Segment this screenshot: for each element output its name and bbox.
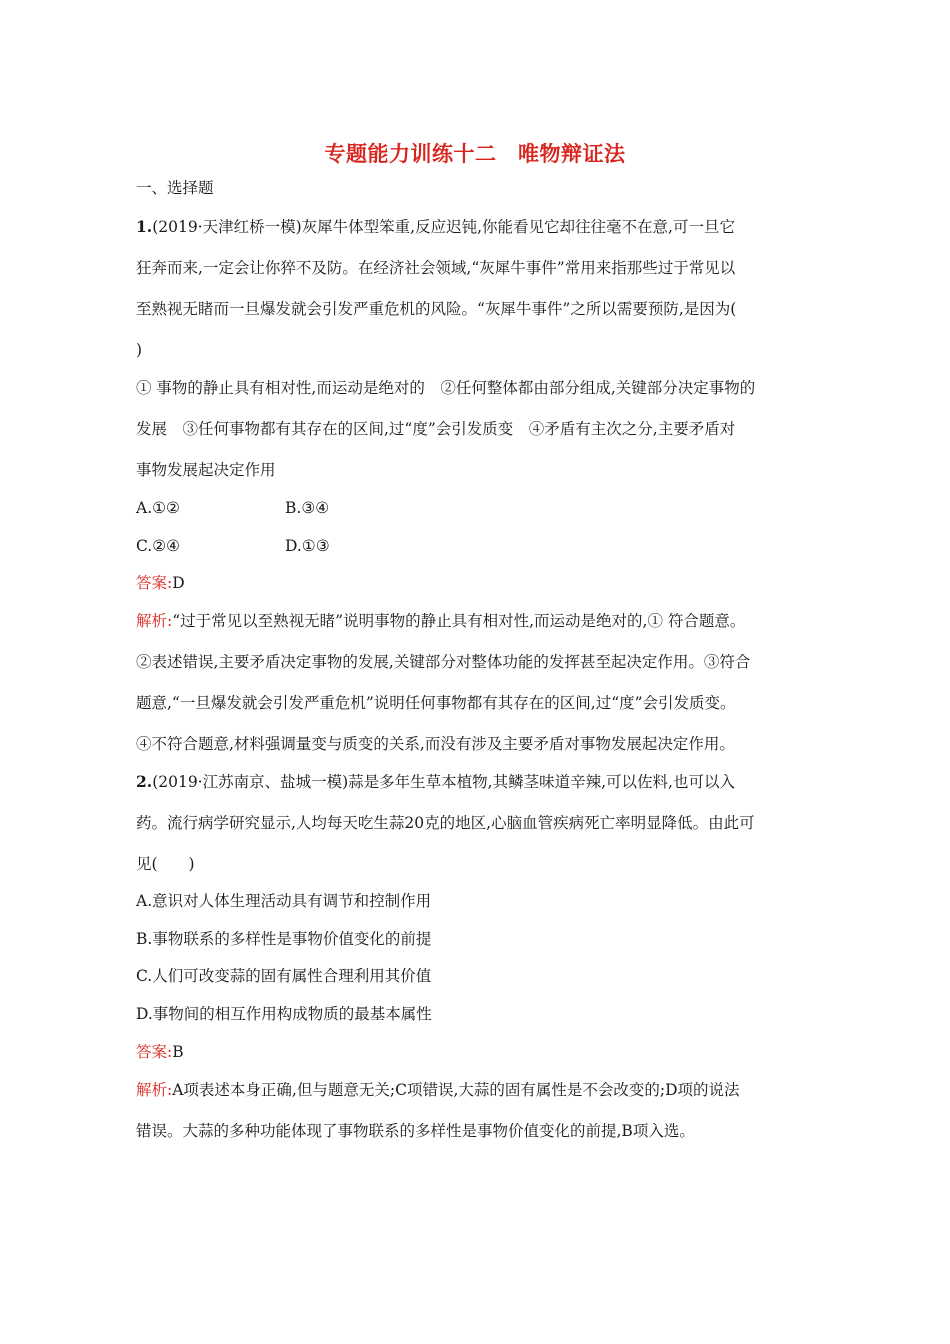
q2-option-c: C.人们可改变蒜的固有属性合理利用其价值 [136, 967, 432, 985]
section-heading: 一、选择题 [136, 179, 214, 197]
q1-statement-line-3: 事物发展起决定作用 [136, 461, 276, 479]
q2-answer-value: B [172, 1043, 184, 1061]
q1-answer-value: D [172, 574, 185, 592]
q2-answer-label: 答案: [136, 1043, 173, 1061]
q1-option-c: C.②④ [136, 537, 181, 555]
q1-analysis-line-2: ②表述错误,主要矛盾决定事物的发展,关键部分对整体功能的发挥甚至起决定作用。③符合 [136, 653, 751, 671]
q1-answer-label: 答案: [136, 574, 173, 592]
q1-option-d: D.①③ [285, 537, 330, 555]
q2-analysis-line-2: 错误。大蒜的多种功能体现了事物联系的多样性是事物价值变化的前提,B项入选。 [136, 1122, 695, 1140]
page-title: 专题能力训练十二 唯物辩证法 [324, 142, 626, 166]
q1-line-4: ) [136, 341, 143, 359]
q2-number: 2. [136, 772, 153, 791]
q1-analysis-line-4: ④不符合题意,材料强调量变与质变的关系,而没有涉及主要矛盾对事物发展起决定作用。 [136, 735, 735, 753]
q1-number: 1. [136, 217, 153, 236]
q2-line-3: 见( ) [136, 855, 195, 873]
q1-option-b: B.③④ [285, 499, 330, 517]
q1-analysis-label: 解析: [136, 612, 173, 630]
q1-analysis-line-1: 解析:“过于常见以至熟视无睹”说明事物的静止具有相对性,而运动是绝对的,① 符合题意。 [136, 612, 746, 630]
q1-analysis-line-3: 题意,“一旦爆发就会引发严重危机”说明任何事物都有其存在的区间,过“度”会引发质变。 [136, 694, 736, 712]
q2-line-2: 药。流行病学研究显示,人均每天吃生蒜20克的地区,心脑血管疾病死亡率明显降低。由此可 [136, 814, 755, 832]
q2-line-1: 2.(2019·江苏南京、盐城一模)蒜是多年生草本植物,其鳞茎味道辛辣,可以佐料,也可以入 [136, 772, 735, 791]
q2-analysis-label: 解析: [136, 1081, 173, 1099]
q1-line-1: 1.(2019·天津红桥一模)灰犀牛体型笨重,反应迟钝,你能看见它却往往毫不在意,可一旦它 [136, 217, 735, 236]
q1-line-2: 狂奔而来,一定会让你猝不及防。在经济社会领域,“灰犀牛事件”常用来指那些过于常见以 [136, 259, 736, 277]
q1-option-a: A.①② [136, 499, 180, 517]
q1-statement-line-1: ① 事物的静止具有相对性,而运动是绝对的 ②任何整体都由部分组成,关键部分决定事物的 [136, 379, 756, 397]
q1-line-3: 至熟视无睹而一旦爆发就会引发严重危机的风险。“灰犀牛事件”之所以需要预防,是因为( [136, 300, 737, 318]
q2-option-d: D.事物间的相互作用构成物质的最基本属性 [136, 1005, 432, 1023]
q1-statement-line-2: 发展 ③任何事物都有其存在的区间,过“度”会引发质变 ④矛盾有主次之分,主要矛盾对 [136, 420, 736, 438]
q2-analysis-line-1: 解析:A项表述本身正确,但与题意无关;C项错误,大蒜的固有属性是不会改变的;D项的说法 [136, 1081, 740, 1099]
q2-option-b: B.事物联系的多样性是事物价值变化的前提 [136, 930, 432, 948]
q2-answer [136, 1042, 184, 1062]
q1-answer [136, 573, 185, 593]
q2-option-a: A.意识对人体生理活动具有调节和控制作用 [136, 892, 432, 910]
